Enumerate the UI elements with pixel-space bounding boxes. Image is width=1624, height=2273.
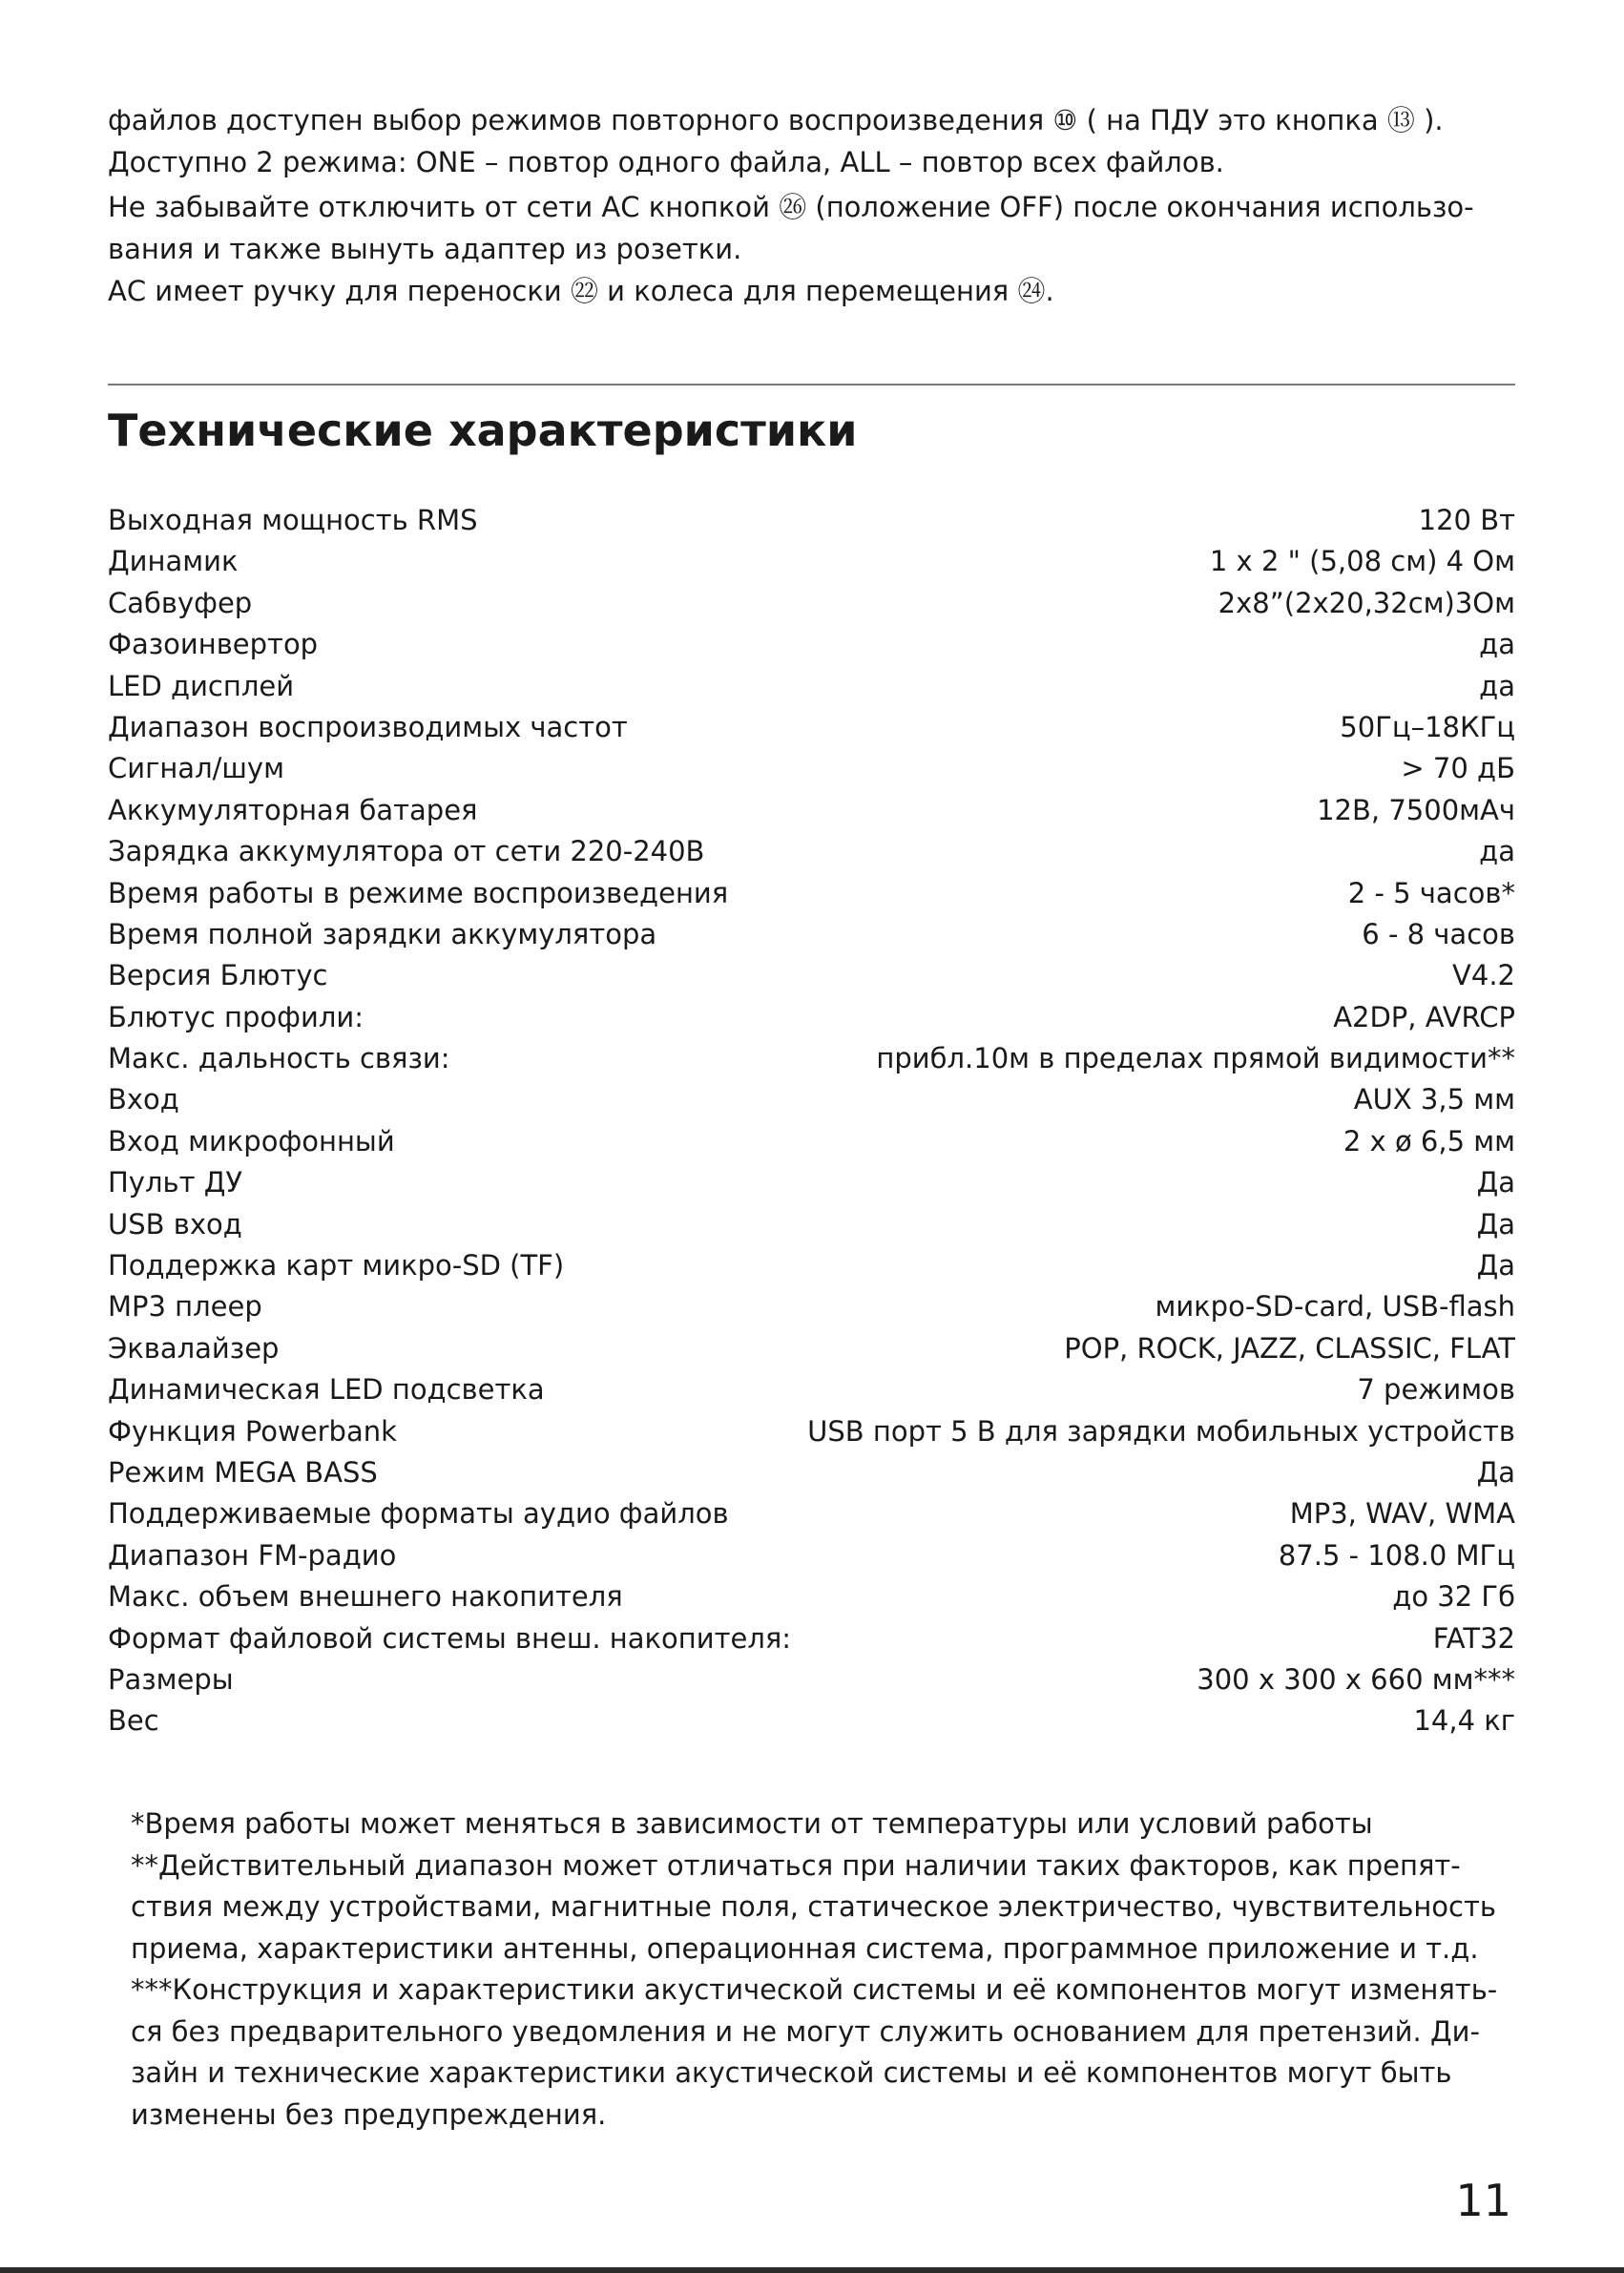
spec-value: 300 x 300 x 660 мм***	[1197, 1662, 1515, 1696]
spec-row	[108, 1245, 1515, 1286]
footnote-line: зайн и технические характеристики акустической системы и её компонентов могут быть	[131, 2056, 1452, 2089]
spec-value: 2 x ø 6,5 мм	[1343, 1124, 1515, 1157]
spec-value: AUX 3,5 мм	[1353, 1083, 1515, 1116]
spec-row	[108, 1369, 1515, 1410]
spec-value: 87.5 - 108.0 МГц	[1278, 1538, 1515, 1572]
spec-row	[108, 997, 1515, 1038]
spec-label: LED дисплей	[108, 669, 295, 702]
spec-label: Вес	[108, 1704, 159, 1738]
spec-value: 1 x 2 " (5,08 см) 4 Ом	[1209, 545, 1515, 578]
spec-label: Динамическая LED подсветка	[108, 1373, 545, 1407]
spec-row	[108, 1038, 1515, 1079]
spec-value: 2x8”(2x20,32см)3Ом	[1218, 586, 1515, 619]
spec-row	[108, 583, 1515, 624]
spec-label: Сигнал/шум	[108, 752, 284, 785]
spec-row	[108, 1411, 1515, 1452]
spec-row	[108, 1659, 1515, 1700]
spec-row	[108, 1121, 1515, 1162]
spec-row	[108, 1618, 1515, 1659]
spec-row	[108, 914, 1515, 955]
spec-row	[108, 541, 1515, 582]
footnote-line: ствия между устройствами, магнитные поля, статическое электричество, чувствительность	[131, 1890, 1496, 1923]
spec-value: да	[1479, 835, 1515, 868]
spec-label: Макс. объем внешнего накопителя	[108, 1580, 623, 1614]
spec-value: MP3, WAV, WMA	[1289, 1497, 1515, 1531]
spec-row	[108, 1162, 1515, 1203]
footnotes	[131, 1804, 1498, 2136]
spec-label: Функция Powerbank	[108, 1414, 397, 1448]
spec-value: да	[1479, 628, 1515, 661]
footnote-line: ся без предварительного уведомления и не могут служить основанием для претензий. Ди-	[131, 2014, 1480, 2048]
spec-row	[108, 748, 1515, 789]
spec-label: Версия Блютус	[108, 959, 328, 992]
spec-row	[108, 1328, 1515, 1369]
intro-line: Доступно 2 режима: ONE – повтор одного файла, ALL – повтор всех файлов.	[108, 146, 1224, 178]
spec-label: Макс. дальность связи:	[108, 1042, 450, 1075]
spec-label: Вход	[108, 1083, 179, 1116]
spec-value: Да	[1476, 1166, 1515, 1199]
spec-label: Зарядка аккумулятора от сети 220-240В	[108, 835, 705, 868]
footnote-line: изменены без предупреждения.	[131, 2097, 607, 2131]
spec-label: Время полной зарядки аккумулятора	[108, 917, 657, 950]
spec-row	[108, 624, 1515, 665]
spec-row	[108, 1452, 1515, 1493]
spec-label: Время работы в режиме воспроизведения	[108, 876, 729, 909]
page-number: 11	[1455, 2175, 1511, 2226]
spec-value: 6 - 8 часов	[1362, 917, 1515, 950]
spec-row	[108, 955, 1515, 996]
spec-value: микро-SD-card, USB-flash	[1155, 1290, 1515, 1324]
spec-value: 120 Вт	[1418, 504, 1515, 536]
intro-line: АС имеет ручку для переноски ㉒ и колеса для перемещения ㉔.	[108, 275, 1054, 307]
spec-value: до 32 Гб	[1392, 1580, 1515, 1614]
spec-row	[108, 707, 1515, 748]
spec-value: 12В, 7500мАч	[1317, 793, 1515, 826]
spec-value: да	[1479, 669, 1515, 702]
spec-label: Фазоинвертор	[108, 628, 319, 661]
spec-label: Диапазон FM-радио	[108, 1538, 397, 1572]
spec-row	[108, 1576, 1515, 1617]
spec-label: Аккумуляторная батарея	[108, 793, 478, 826]
spec-label: Выходная мощность RMS	[108, 504, 478, 536]
spec-value: 2 - 5 часов*	[1347, 876, 1515, 909]
spec-row	[108, 1535, 1515, 1576]
spec-label: Формат файловой системы внеш. накопителя:	[108, 1621, 792, 1655]
spec-row	[108, 1204, 1515, 1245]
spec-value: FAT32	[1432, 1621, 1515, 1655]
spec-value: 7 режимов	[1357, 1373, 1515, 1407]
spec-label: Вход микрофонный	[108, 1124, 395, 1157]
spec-label: Поддерживаемые форматы аудио файлов	[108, 1497, 729, 1531]
footnote-line: **Действительный диапазон может отличаться при наличии таких факторов, как препят-	[131, 1848, 1461, 1882]
spec-row	[108, 790, 1515, 831]
intro-line: Не забывайте отключить от сети АС кнопкой ㉖ (положение OFF) после окончания использо-	[108, 191, 1474, 223]
section-divider	[108, 384, 1515, 386]
spec-label: USB вход	[108, 1207, 242, 1241]
spec-value: 14,4 кг	[1413, 1704, 1515, 1738]
spec-row	[108, 1700, 1515, 1741]
spec-label: MP3 плеер	[108, 1290, 262, 1324]
spec-value: USB порт 5 В для зарядки мобильных устройств	[807, 1414, 1515, 1448]
spec-value: прибл.10м в пределах прямой видимости**	[876, 1042, 1515, 1075]
spec-label: Динамик	[108, 545, 239, 578]
spec-label: Пульт ДУ	[108, 1166, 243, 1199]
spec-label: Поддержка карт микро-SD (TF)	[108, 1249, 565, 1282]
spec-value: V4.2	[1452, 959, 1515, 992]
intro-text	[108, 99, 1515, 312]
footnote-line: *Время работы может меняться в зависимости от температуры или условий работы	[131, 1807, 1373, 1840]
specs-table	[108, 500, 1515, 1742]
spec-value: > 70 дБ	[1401, 752, 1515, 785]
spec-row	[108, 1493, 1515, 1534]
spec-row	[108, 873, 1515, 914]
spec-value: A2DP, AVRCP	[1333, 1000, 1515, 1033]
intro-line: вания и также вынуть адаптер из розетки.	[108, 233, 742, 265]
spec-row	[108, 1286, 1515, 1327]
section-title: Технические характеристики	[108, 405, 858, 456]
spec-label: Режим MEGA BASS	[108, 1455, 378, 1489]
spec-value: POP, ROCK, JAZZ, CLASSIC, FLAT	[1064, 1331, 1515, 1365]
spec-label: Сабвуфер	[108, 586, 253, 619]
spec-row	[108, 831, 1515, 872]
bottom-edge-bar	[0, 2267, 1624, 2273]
spec-label: Эквалайзер	[108, 1331, 280, 1365]
spec-row	[108, 1079, 1515, 1120]
spec-value: Да	[1476, 1207, 1515, 1241]
spec-label: Диапазон воспроизводимых частот	[108, 710, 628, 743]
spec-value: Да	[1476, 1455, 1515, 1489]
spec-value: Да	[1476, 1249, 1515, 1282]
footnote-line: приема, характеристики антенны, операционная система, программное приложение и т.д.	[131, 1931, 1479, 1965]
footnote-line: ***Конструкция и характеристики акустической системы и её компонентов могут изменять-	[131, 1973, 1498, 2006]
spec-value: 50Гц–18КГц	[1340, 710, 1515, 743]
spec-label: Блютус профили:	[108, 1000, 364, 1033]
spec-label: Размеры	[108, 1662, 234, 1696]
intro-line: файлов доступен выбор режимов повторного воспроизведения ⑩ ( на ПДУ это кнопка ⑬ ).	[108, 104, 1444, 136]
spec-row	[108, 500, 1515, 541]
spec-row	[108, 666, 1515, 707]
